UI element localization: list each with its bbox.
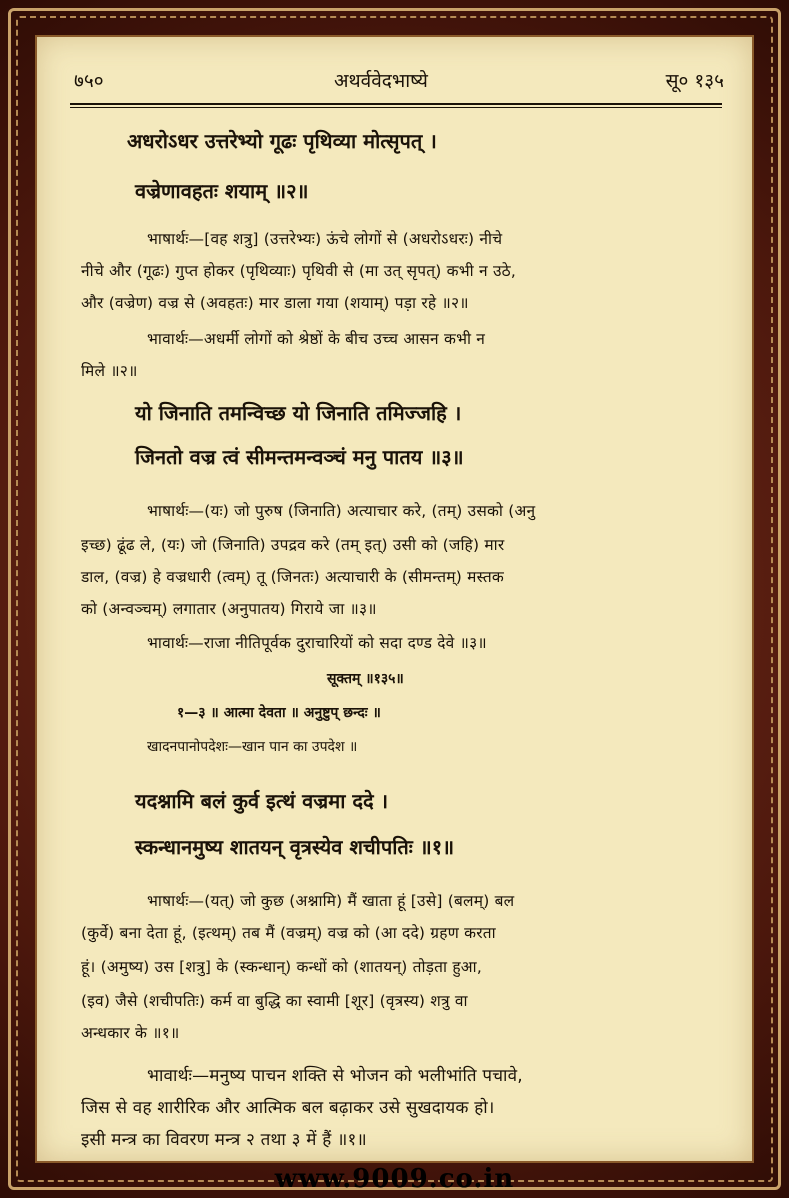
mantra-1-line-1: यदश्नामि बलं कुर्व इत्थं वज्रमा ददे । — [135, 789, 389, 813]
website-footer[interactable]: www.9009.co.in — [274, 1164, 515, 1194]
running-title: अथर्ववेदभाष्ये — [334, 70, 428, 92]
page-number: ७५० — [74, 70, 104, 92]
bhasharth-1-line-5: अन्धकार के ॥१॥ — [81, 1024, 180, 1042]
scanned-page — [35, 35, 754, 1163]
mantra-3-line-1: यो जिनाति तमन्विच्छ यो जिनाति तमिज्जहि । — [135, 401, 462, 425]
bhavarth-1-line-3: इसी मन्त्र का विवरण मन्त्र २ तथा ३ में हैं ॥१॥ — [81, 1130, 367, 1150]
bhasharth-3-line-2: इच्छ) ढूंढ ले, (यः) जो (जिनाति) उपद्रव करे (तम् इत्) उसी को (जहि) मार — [81, 536, 505, 554]
sukta-reference: सू० १३५ — [665, 70, 724, 92]
devata-chhanda: १—३ ॥ आत्मा देवता ॥ अनुष्टुप् छन्दः ॥ — [177, 705, 381, 721]
mantra-2-line-1: अधरोऽधर उत्तरेभ्यो गूढः पृथिव्या मोत्सृपत् । — [127, 129, 437, 153]
bhavarth-2-line-2: मिले ॥२॥ — [81, 362, 138, 380]
bhasharth-1-line-4: (इव) जैसे (शचीपतिः) कर्म वा बुद्धि का स्वामी [शूर] (वृत्रस्य) शत्रु वा — [81, 992, 468, 1010]
bhasharth-3-line-1: भाषार्थः—(यः) जो पुरुष (जिनाति) अत्याचार करे, (तम्) उसको (अनु — [147, 502, 536, 520]
page-header — [74, 67, 724, 99]
sukta-heading: सूक्तम् ॥१३५॥ — [327, 671, 404, 687]
header-rule-thin — [70, 107, 722, 108]
bhasharth-2-line-1: भाषार्थः—[वह शत्रु] (उत्तरेभ्यः) ऊंचे लोगों से (अधरोऽधरः) नीचे — [147, 230, 503, 248]
bhavarth-3: भावार्थः—राजा नीतिपूर्वक दुराचारियों को सदा दण्ड देवे ॥३॥ — [147, 634, 487, 652]
upadesh-topic: खादनपानोपदेशः—खान पान का उपदेश ॥ — [147, 739, 358, 755]
header-rule — [70, 103, 722, 105]
mantra-3-line-2: जिनतो वज्र त्वं सीमन्तमन्वञ्चं मनु पातय ॥३॥ — [135, 445, 464, 469]
bhasharth-2-line-2: नीचे और (गूढः) गुप्त होकर (पृथिव्याः) पृथिवी से (मा उत् सृपत्) कभी न उठे, — [81, 262, 516, 280]
mantra-1-line-2: स्कन्धानमुष्य शातयन् वृत्रस्येव शचीपतिः ॥१॥ — [135, 835, 455, 859]
mantra-2-line-2: वज्रेणावहतः शयाम् ॥२॥ — [135, 179, 309, 203]
bhavarth-1-line-1: भावार्थः—मनुष्य पाचन शक्ति से भोजन को भलीभांति पचावे, — [147, 1066, 523, 1086]
bhasharth-2-line-3: और (वज्रेण) वज्र से (अवहतः) मार डाला गया (शयाम्) पड़ा रहे ॥२॥ — [81, 294, 469, 312]
bhavarth-2-line-1: भावार्थः—अधर्मी लोगों को श्रेष्ठों के बीच उच्च आसन कभी न — [147, 330, 486, 348]
bhavarth-1-line-2: जिस से वह शारीरिक और आत्मिक बल बढ़ाकर उसे सुखदायक हो। — [81, 1098, 495, 1118]
bhasharth-1-line-2: (कुर्वे) बना देता हूं, (इत्थम्) तब मैं (वज्रम्) वज्र को (आ ददे) ग्रहण करता — [81, 924, 496, 942]
bhasharth-1-line-1: भाषार्थः—(यत्) जो कुछ (अश्नामि) मैं खाता हूं [उसे] (बलम्) बल — [147, 892, 515, 910]
bhasharth-3-line-3: डाल, (वज्र) हे वज्रधारी (त्वम्) तू (जिनतः) अत्याचारी के (सीमन्तम्) मस्तक — [81, 568, 504, 586]
bhasharth-1-line-3: हूं। (अमुष्य) उस [शत्रु] के (स्कन्धान्) कन्धों को (शातयन्) तोड़ता हुआ, — [81, 958, 482, 976]
bhasharth-3-line-4: को (अन्वञ्चम्) लगातार (अनुपातय) गिराये जा ॥३॥ — [81, 600, 377, 618]
